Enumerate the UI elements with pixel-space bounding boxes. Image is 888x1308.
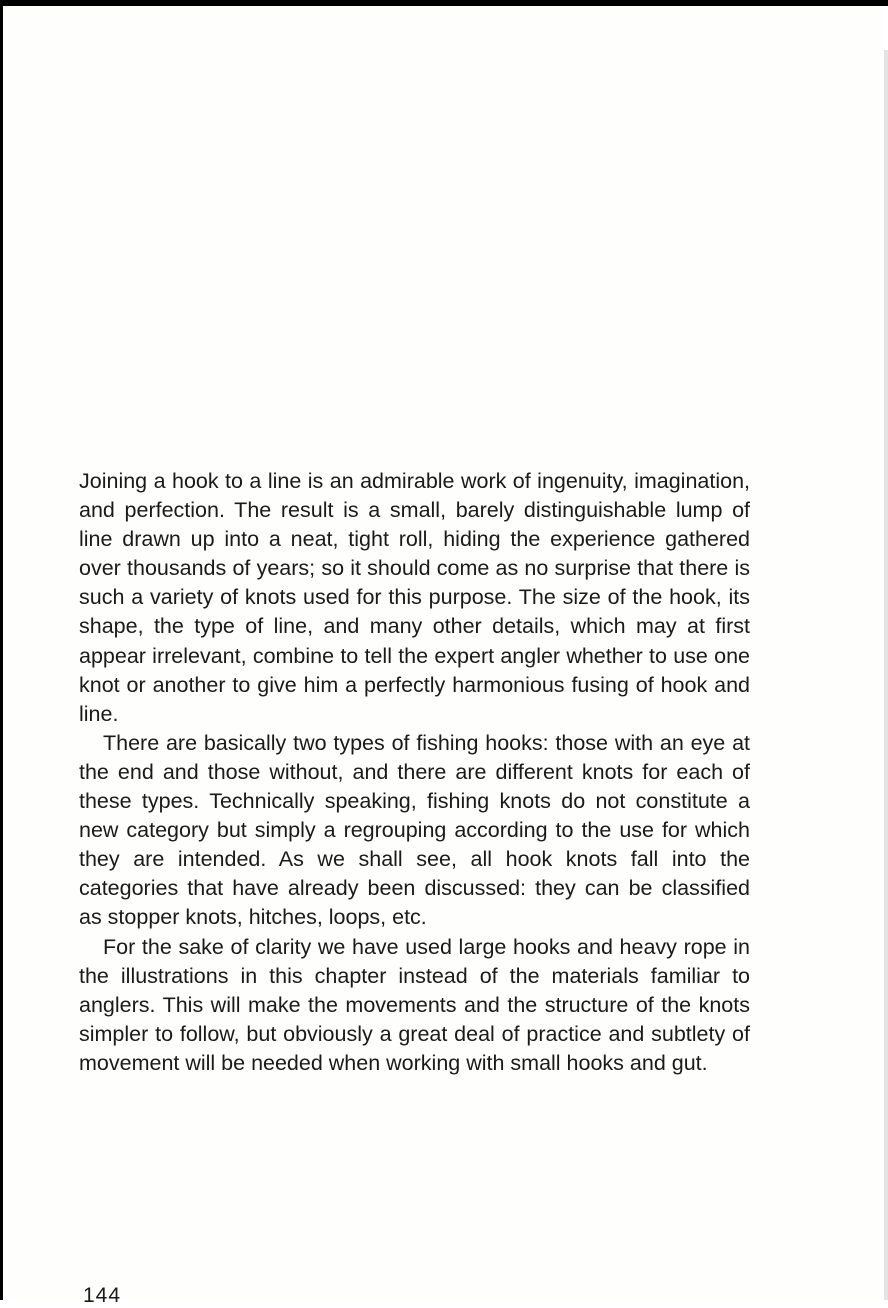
body-text (79, 467, 750, 1078)
page-number: 144 (83, 1284, 122, 1307)
scan-border-left (0, 0, 3, 1300)
paragraph-3: For the sake of clarity we have used large hooks and heavy rope in the illustrations in this chapter instead of the materials familiar to anglers. This will make the movements and the structure of the knots simpler to follow, but obviously a great deal of practice and subtlety of movement will be needed when working with small hooks and gut. (79, 934, 750, 1075)
paragraph-2: There are basically two types of fishing hooks: those with an eye at the end and those without, and there are different knots for each of these types. Technically speaking, fishing knots do not constitute a new category but simply a regrouping according to the use for which they are intended. As we shall see, all hook knots fall into the categories that have already been discussed: they can be classified as stopper knots, hitches, loops, etc. (79, 730, 750, 930)
scan-border-right (884, 50, 888, 1300)
paragraph-1: Joining a hook to a line is an admirable work of ingenuity, imagination, and perfection. The result is a small, barely distinguishable lump of line drawn up into a neat, tight roll, hiding the experience gathered over thousands of years; so it should come as no surprise that there is such a variety of knots used for this purpose. The size of the hook, its shape, the type of line, and many other details, which may at first appear irrelevant, combine to tell the expert angler whether to use one knot or another to give him a perfectly harmonious fusing of hook and line. (79, 469, 750, 726)
